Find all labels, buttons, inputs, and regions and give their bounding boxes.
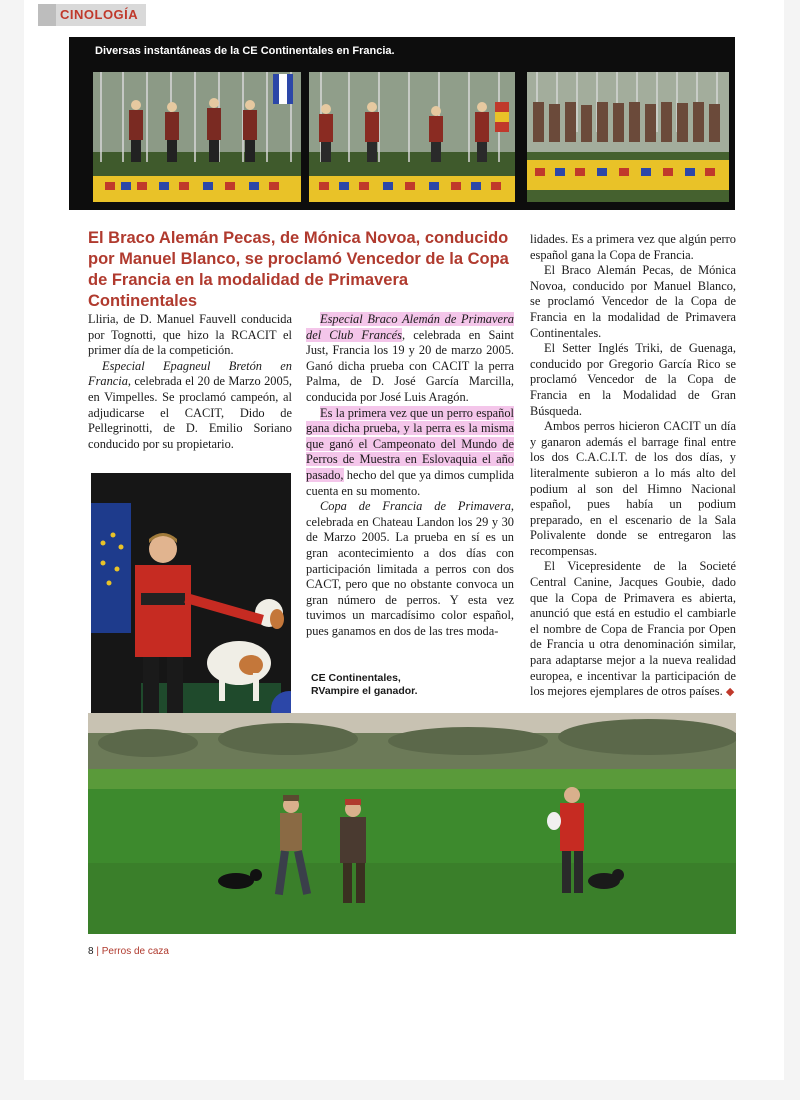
photo-caption bbox=[311, 672, 418, 698]
photo-strip bbox=[69, 37, 735, 210]
col1-paragraph-2-text: , celebrada el 20 de Marzo 2005, en Vimpelles. Se proclamó campeón, al adjudicarse el CACIT, Dido de Pellegrinotti, de D. Emilio Soriano conducido por su propietario. bbox=[88, 374, 292, 451]
photo-caption-line-1: CE Continentales, bbox=[311, 672, 401, 684]
strip-caption: Diversas instantáneas de la CE Continentales en Francia. bbox=[95, 45, 395, 57]
podium-photo-3 bbox=[527, 72, 729, 202]
page-number: 8 bbox=[88, 946, 94, 957]
col1-event-title: Especial Epagneul Bretón en Francia bbox=[88, 358, 292, 389]
section-tag: CINOLOGÍA bbox=[38, 4, 146, 26]
col2-paragraph-1-text: , celebrada en Saint Just, Francia los 19 y 20 de marzo 2005. Ganó dicha prueba con CACIT la perra Palma, de D. José García Marcilla, conducida por José Luis Aragón. bbox=[306, 327, 514, 404]
column-2 bbox=[306, 312, 514, 639]
col3-paragraph-3: El Setter Inglés Triki, de Guenaga, conducido por Gregorio García Rico se proclamó Vencedor de la Copa de Francia en la Modalidad de Gran Búsqueda. bbox=[530, 341, 736, 418]
col2-paragraph-1 bbox=[306, 312, 514, 406]
col2-cup-title: Copa de Francia de Primavera bbox=[320, 499, 511, 514]
col3-paragraph-5 bbox=[530, 559, 736, 699]
magazine-name: Perros de caza bbox=[101, 946, 169, 957]
col3-paragraph-2: El Braco Alemán Pecas, de Mónica Novoa, conducido por Manuel Blanco, se proclamó Vencedor de la Copa de Francia en la modalidad de Primavera Continentales. bbox=[530, 263, 736, 340]
col2-highlight: Es la primera vez que un perro español gana dicha prueba, y la perra es la misma que ganó el Campeonato del Mundo de Perros de Muestra en Eslovaquia el año pasado, bbox=[306, 405, 514, 482]
col3-paragraph-4: Ambos perros hicieron CACIT un día y ganaron además el barrage final entre los dos C.A.C.I.T. de los dos días, y literalmente subieron a lo más alto del podium al son del Himno Nacional español, pues había un podium preparado, en el escenario de la Sala Polivalente donde se entregaron las recompensas. bbox=[530, 419, 736, 558]
column-1 bbox=[88, 312, 292, 452]
podium-photo-2 bbox=[309, 72, 515, 202]
col2-event-title: Especial Braco Alemán de Primavera del Club Francés bbox=[306, 312, 514, 342]
col2-paragraph-2 bbox=[306, 406, 514, 500]
end-mark-icon: ◆ bbox=[725, 685, 735, 699]
article-headline: El Braco Alemán Pecas, de Mónica Novoa, conducido por Manuel Blanco, se proclamó Vencedor de la Copa de Francia en la modalidad de Primavera Continentales bbox=[88, 229, 509, 310]
photo-caption-line-2: RVampire el ganador. bbox=[311, 685, 418, 697]
field-trial-photo bbox=[88, 713, 736, 934]
col1-paragraph-2 bbox=[88, 359, 292, 453]
col2-paragraph-2-text: hecho del que ya dimos cumplida cuenta en su momento. bbox=[306, 467, 514, 498]
footer-separator: | bbox=[96, 946, 102, 957]
col2-paragraph-3-text: , celebrada en Chateau Landon los 29 y 30 de Marzo 2005. La prueba en sí es un gran acontecimiento a dos días con participación limitada a perros con dos CACT, pero que no obstante convoca un gran número de perros. Y esta vez tuvimos un marcadísimo color español, pues ganamos en dos de las tres moda- bbox=[306, 499, 514, 638]
col2-paragraph-3 bbox=[306, 499, 514, 639]
col3-paragraph-1: lidades. Es a primera vez que algún perro español gana la Copa de Francia. bbox=[530, 232, 736, 262]
page-footer bbox=[88, 946, 169, 957]
podium-photo-1 bbox=[93, 72, 301, 202]
col3-paragraph-5-text: El Vicepresidente de la Societé Central Canine, Jacques Goubie, dado que la Copa de Primavera es abierta, anunció que está en estudio el cambiarle el nombre de Copa de Francia por Open de Francia u otra denominación similar, para adaptarse mejor a la nueva realidad europea, e incentivar la participación de los mejores ejemplares de otros países. bbox=[530, 559, 736, 699]
column-3 bbox=[530, 232, 736, 700]
col1-paragraph-1: Lliria, de D. Manuel Fauvell conducida por Tognotti, que hizo la RCACIT el primer día de la competición. bbox=[88, 312, 292, 358]
